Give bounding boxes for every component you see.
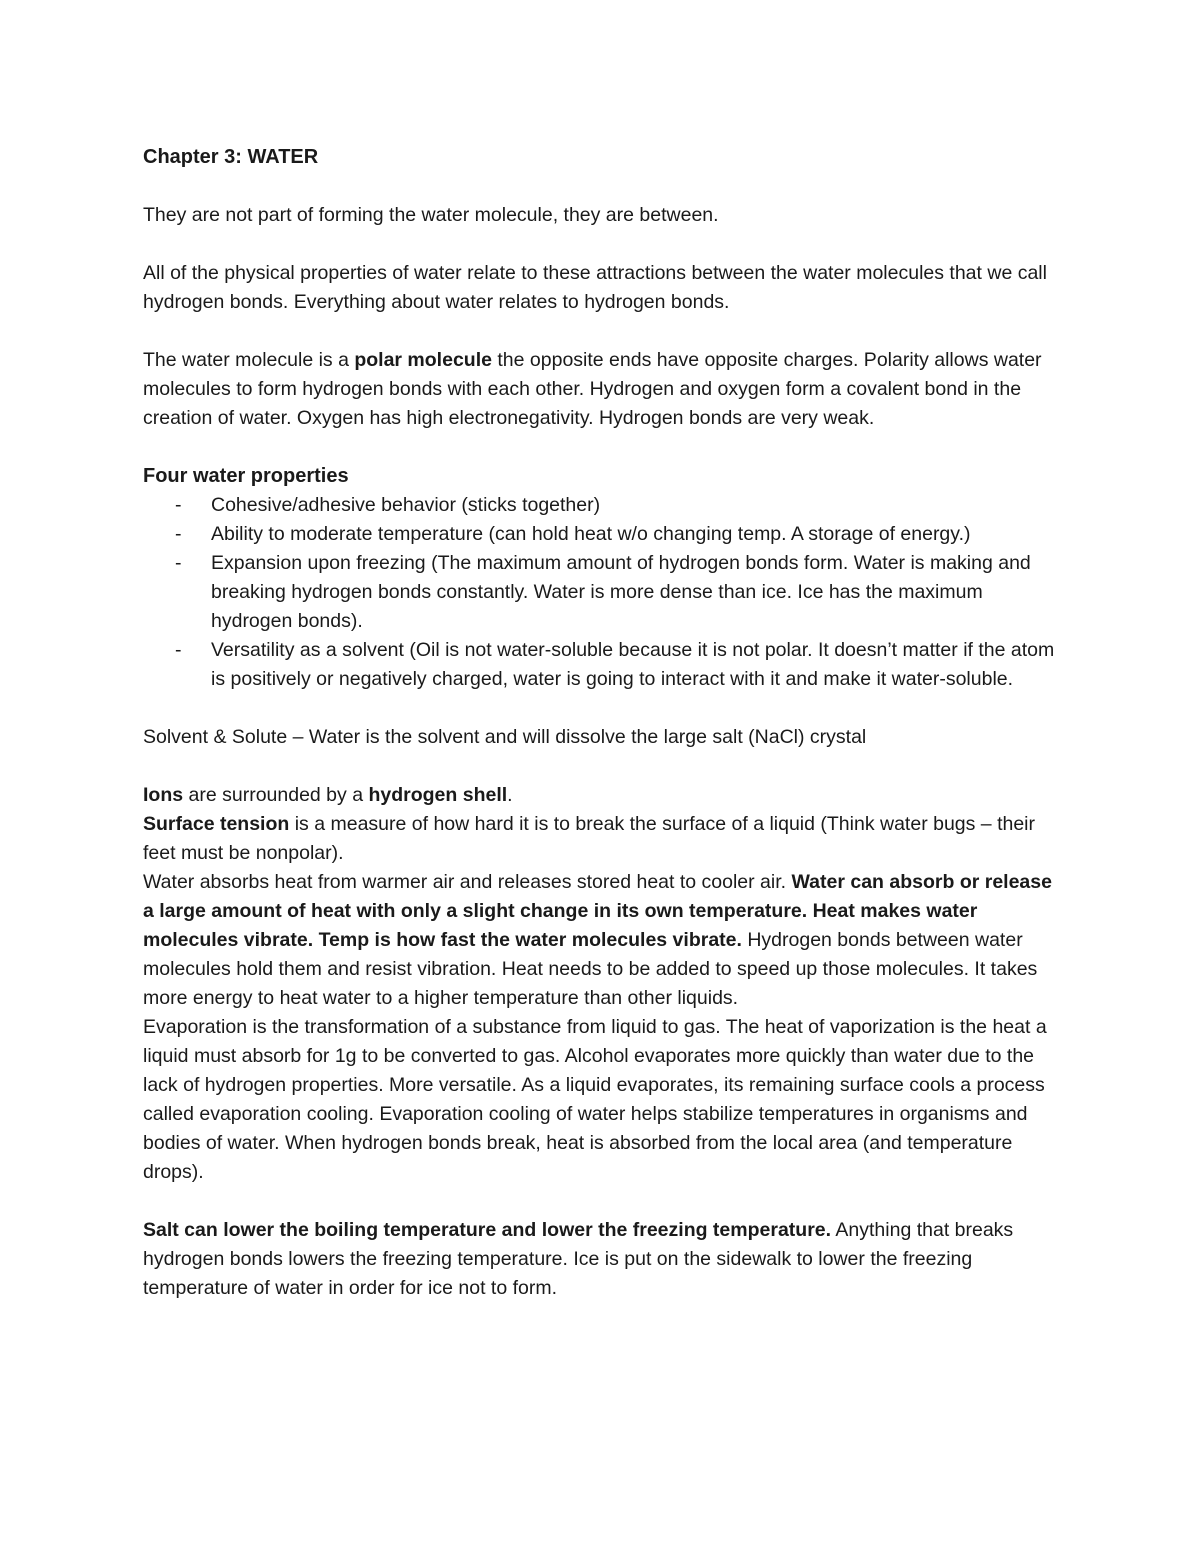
text-run: The water molecule is a xyxy=(143,349,355,371)
bullet-dash: - xyxy=(175,494,182,516)
bold-term-ions: Ions xyxy=(143,784,184,806)
paragraph-physical-properties: All of the physical properties of water relate to these attractions between the water molecules that we call hydrogen bonds. Everything about water relates to hydrogen bonds. xyxy=(143,262,1047,313)
text-run: . xyxy=(507,784,513,806)
bold-text-heat-absorb: Water can absorb or release a large amount of heat with only a slight change in its own temperature. Heat makes water molecules vibrate. Temp is how fast the water molecules vibrate. xyxy=(143,871,1052,951)
list-item-text: Cohesive/adhesive behavior (sticks together) xyxy=(211,494,601,516)
text-run: Water absorbs heat from warmer air and releases stored heat to cooler air. xyxy=(143,871,792,893)
document-page xyxy=(143,143,1063,1303)
bullet-dash: - xyxy=(175,552,182,574)
list-item-text: Ability to moderate temperature (can hold heat w/o changing temp. A storage of energy.) xyxy=(211,523,971,545)
bold-text-salt: Salt can lower the boiling temperature and lower the freezing temperature. xyxy=(143,1219,832,1241)
bold-term-polar-molecule: polar molecule xyxy=(354,349,492,371)
paragraph-polar-molecule xyxy=(143,346,1063,433)
text-run: the opposite ends have opposite charges. Polarity allows water molecules to form hydrogen bonds with each other. Hydrogen and oxygen form a covalent bond in the creation of water. Oxygen has high electronegativity. Hydrogen bonds are very weak. xyxy=(143,349,1042,429)
list-item xyxy=(143,636,1063,694)
list-item xyxy=(143,549,1063,636)
list-item xyxy=(143,520,1063,549)
list-item-text: Expansion upon freezing (The maximum amount of hydrogen bonds form. Water is making and breaking hydrogen bonds constantly. Water is more dense than ice. Ice has the maximum hydrogen bonds). xyxy=(211,552,1031,632)
text-run: is a measure of how hard it is to break the surface of a liquid (Think water bugs – their feet must be nonpolar). xyxy=(143,813,1036,864)
paragraph-surface-tension xyxy=(143,810,1063,868)
bold-term-surface-tension: Surface tension xyxy=(143,813,290,835)
paragraph-solvent-solute: Solvent & Solute – Water is the solvent and will dissolve the large salt (NaCl) crystal xyxy=(143,726,867,748)
bullet-dash: - xyxy=(175,523,182,545)
bold-term-hydrogen-shell: hydrogen shell xyxy=(368,784,508,806)
section-heading-water-properties: Four water properties xyxy=(143,465,349,487)
properties-list xyxy=(143,491,1063,694)
list-item-text: Versatility as a solvent (Oil is not water-soluble because it is not polar. It doesn’t matter if the atom is positively or negatively charged, water is going to interact with it and make it water-soluble. xyxy=(211,639,1055,690)
paragraph-heat xyxy=(143,868,1063,1013)
text-run: Hydrogen bonds between water molecules hold them and resist vibration. Heat needs to be added to speed up those molecules. It takes more energy to heat water to a higher temperature than other liquids. xyxy=(143,929,1038,1009)
text-run: are surrounded by a xyxy=(183,784,369,806)
paragraph-ions xyxy=(143,781,1063,810)
list-item xyxy=(143,491,1063,520)
page-title: Chapter 3: WATER xyxy=(143,146,319,168)
bullet-dash: - xyxy=(175,639,182,661)
text-run: Anything that breaks hydrogen bonds lowers the freezing temperature. Ice is put on the sidewalk to lower the freezing temperature of water in order for ice not to form. xyxy=(143,1219,1014,1299)
paragraph-evaporation: Evaporation is the transformation of a substance from liquid to gas. The heat of vaporization is the heat a liquid must absorb for 1g to be converted to gas. Alcohol evaporates more quickly than water due to the lack of hydrogen properties. More versatile. As a liquid evaporates, its remaining surface cools a process called evaporation cooling. Evaporation cooling of water helps stabilize temperatures in organisms and bodies of water. When hydrogen bonds break, heat is absorbed from the local area (and temperature drops). xyxy=(143,1016,1047,1183)
paragraph-salt xyxy=(143,1216,1063,1303)
paragraph-between: They are not part of forming the water molecule, they are between. xyxy=(143,204,719,226)
